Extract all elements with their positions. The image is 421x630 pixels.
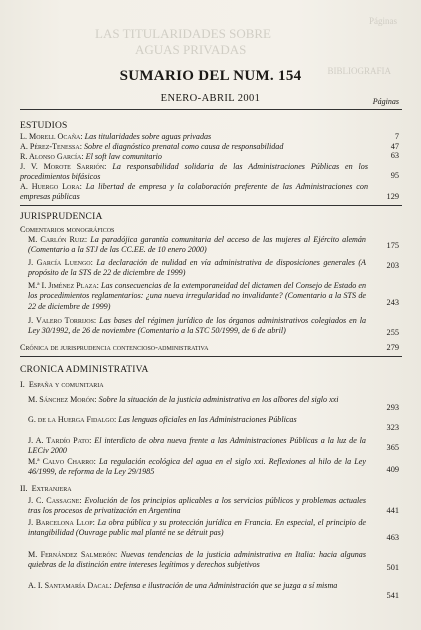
toc-entry[interactable]: J. V. Morote Sarrión: La responsabilidad solidaria de las Administraciones Públicas en los procedimientos bifásicos [20,162,368,182]
toc-entry[interactable]: L. Morell Ocaña: Las titularidades sobre aguas privadas [20,132,212,141]
page-number: 129 [386,192,399,201]
page-number: 463 [386,533,399,542]
toc-entry[interactable]: M.ª I. Jiménez Plaza: Las consecuencias de la extemporaneidad del dictamen del Consejo de Estado en los procedimientos reglamentarios: ¿una nueva irregularidad no invalidante? (Comentario a la STS de 22 de diciembre de 1999) [28,281,366,311]
bleed-through-text: Páginas [369,16,397,26]
page-number: 95 [390,171,399,180]
page-number: 255 [386,328,399,337]
section-heading-jurisprudencia: JURISPRUDENCIA [20,212,103,222]
subsection-heading: II. Extranjera [20,484,72,493]
bleed-through-text: AGUAS PRIVADAS [135,42,247,57]
toc-entry[interactable]: R. Alonso García: El soft law comunitario [20,152,162,161]
toc-entry[interactable]: M.ª Calvo Charro: La regulación ecológica del agua en el siglo xxi. Reflexiones al hilo de la Ley 46/1999, de reforma de la Ley 29/1985 [28,457,366,477]
toc-entry[interactable]: M. Carlón Ruiz: La paradójica garantía comunitaria del acceso de las mujeres al Ejército alemán (Comentario a la STJ de las CC.EE. de 10 enero 2000) [28,235,366,255]
toc-entry[interactable]: M. Sánchez Morón: Sobre la situación de la justicia administrativa en los albores del siglo xxi [28,395,339,404]
divider [20,356,402,357]
page-number: 409 [386,465,399,474]
toc-entry[interactable]: J. Valero Torrijos: Las bases del régimen jurídico de los órganos administrativos colegiados en la Ley 30/1992, de 26 de noviembre (Comentario a la STC 50/1999, de 6 de abril) [28,316,366,336]
subsection-heading: I. España y comunitaria [20,380,104,389]
section-heading-cronica: CRONICA ADMINISTRATIVA [20,365,149,375]
page-number: 293 [386,403,399,412]
bleed-through-text: LAS TITULARIDADES SOBRE [95,26,271,41]
page-number: 243 [386,298,399,307]
issue-date: ENERO-ABRIL 2001 [160,93,261,104]
bleed-through-text: BIBLIOGRAFIA [327,66,391,76]
toc-entry[interactable]: A. Huergo Lora: La libertad de empresa y la colaboración preferente de las Administraciones con empresas públicas [20,182,368,202]
toc-entry[interactable]: J. García Luengo: La declaración de nulidad en vía administrativa de disposiciones generales (A propósito de la STS de 22 de diciembre de 1999) [28,258,366,278]
page-number: 203 [386,261,399,270]
paginas-label: Páginas [372,97,399,106]
page-number: 63 [390,151,399,160]
page-number: 501 [386,563,399,572]
toc-entry[interactable]: J. C. Cassagne: Evolución de los principios aplicables a los servicios públicos y problemas actuales tras los procesos de privatización en Argentina [28,496,366,516]
toc-entry[interactable]: J. Barcelona Llop: La obra pública y su protección jurídica en Francia. En especial, el principio de intangibilidad (Ouvrage public mal planté ne se détruit pas) [28,518,366,538]
page-number: 365 [386,443,399,452]
divider [20,109,402,110]
toc-entry[interactable]: M. Fernández Salmerón: Nuevas tendencias de la justicia administrativa en Italia: hacia algunas quiebras de la distinción entre intereses legítimos y derechos subjetivos [28,550,367,570]
toc-entry[interactable]: J. A. Tardío Pato: El interdicto de obra nueva frente a las Administraciones Públicas a la luz de la LECiv 2000 [28,436,366,456]
page-title: SUMARIO DEL NUM. 154 [119,68,302,84]
page-number: 441 [386,506,399,515]
page-number: 175 [386,241,399,250]
page-number: 7 [394,132,399,141]
toc-entry[interactable]: A. I. Santamaría Dacal: Defensa e ilustración de una Administración que se juzga a sí misma [28,581,338,590]
section-heading-estudios: ESTUDIOS [20,121,68,131]
page-number: 323 [386,423,399,432]
cronica-jurisprudencia-link[interactable]: Crónica de jurisprudencia contencioso-administrativa [20,343,209,352]
page-number: 279 [386,343,399,352]
toc-entry[interactable]: G. de la Huerga Fidalgo: Las lenguas oficiales en las Administraciones Públicas [28,415,297,424]
toc-entry[interactable]: A. Pérez-Tenessa: Sobre el diagnóstico prenatal como causa de responsabilidad [20,142,284,151]
subsection-heading: Comentarios monográficos [20,225,115,234]
page-number: 47 [390,142,399,151]
page-number: 541 [386,591,399,600]
divider [20,205,402,206]
